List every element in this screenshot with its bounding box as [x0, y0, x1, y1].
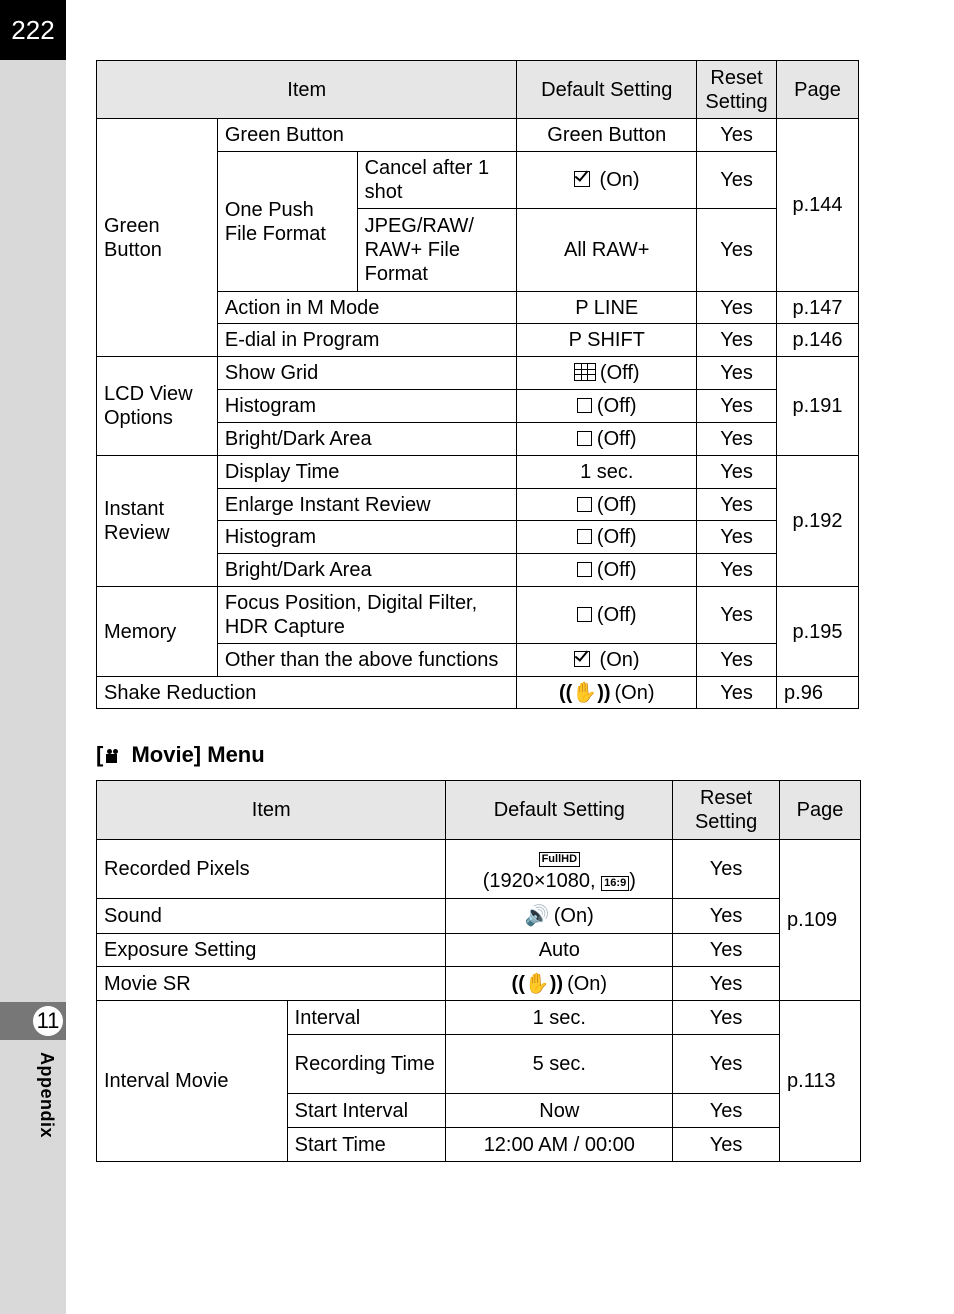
table-row: Show Grid	[217, 357, 517, 390]
header-default: Default Setting	[446, 781, 673, 840]
chapter-number: 11	[33, 1006, 63, 1036]
reset-value: Yes	[697, 292, 777, 324]
checkbox-empty-icon	[577, 562, 592, 577]
reset-value: Yes	[697, 357, 777, 390]
table-row: Focus Position, Digital Filter, HDR Capture	[217, 587, 517, 644]
table-row: Exposure Setting	[97, 934, 446, 967]
default-value: FullHD (1920×1080, 16:9 )	[446, 840, 673, 899]
header-reset: Reset Setting	[697, 61, 777, 119]
default-value: (Off)	[517, 521, 697, 554]
reset-value: Yes	[697, 209, 777, 292]
page-ref: p.147	[777, 292, 859, 324]
page-ref: p.146	[777, 324, 859, 357]
chapter-label: Appendix	[37, 1052, 57, 1139]
group-green-button: Green Button	[97, 119, 218, 357]
table-row: Recorded Pixels	[97, 840, 446, 899]
reset-value: Yes	[697, 677, 777, 709]
reset-value: Yes	[673, 899, 780, 934]
group-memory: Memory	[97, 587, 218, 677]
reset-value: Yes	[697, 324, 777, 357]
checkbox-empty-icon	[577, 398, 592, 413]
checkbox-empty-icon	[577, 431, 592, 446]
table-row: Bright/Dark Area	[217, 423, 517, 456]
checkbox-empty-icon	[577, 607, 592, 622]
reset-value: Yes	[697, 644, 777, 677]
table-row: Histogram	[217, 521, 517, 554]
table-row: Cancel after 1 shot	[357, 152, 517, 209]
group-lcd-view: LCD View Options	[97, 357, 218, 456]
reset-value: Yes	[697, 521, 777, 554]
reset-value: Yes	[697, 119, 777, 152]
default-value: ((✋)) (On)	[517, 677, 697, 709]
default-value: (Off)	[517, 390, 697, 423]
table-row: Interval	[287, 1001, 446, 1035]
table-row: E-dial in Program	[217, 324, 517, 357]
reset-value: Yes	[697, 423, 777, 456]
reset-value: Yes	[697, 489, 777, 521]
default-value: (Off)	[517, 357, 697, 390]
page-ref: p.191	[777, 357, 859, 456]
group-instant-review: Instant Review	[97, 456, 218, 587]
default-value: (Off)	[517, 423, 697, 456]
settings-table	[96, 60, 859, 709]
table-row: JPEG/RAW/ RAW+ File Format	[357, 209, 517, 292]
checkbox-empty-icon	[577, 529, 592, 544]
reset-value: Yes	[673, 934, 780, 967]
default-value: P LINE	[517, 292, 697, 324]
checkbox-empty-icon	[577, 497, 592, 512]
header-page: Page	[777, 61, 859, 119]
table-row: Recording Time	[287, 1035, 446, 1094]
table-row: Start Time	[287, 1128, 446, 1162]
reset-value: Yes	[673, 1035, 780, 1094]
default-value: (Off)	[517, 489, 697, 521]
reset-value: Yes	[673, 967, 780, 1001]
table-row: Enlarge Instant Review	[217, 489, 517, 521]
default-value: P SHIFT	[517, 324, 697, 357]
reset-value: Yes	[697, 456, 777, 489]
table-row: Action in M Mode	[217, 292, 517, 324]
default-value: ((✋)) (On)	[446, 967, 673, 1001]
table-row: Movie SR	[97, 967, 446, 1001]
shake-reduction-icon: ((✋))	[511, 972, 564, 995]
speaker-icon: 🔊	[524, 905, 550, 927]
header-page: Page	[780, 781, 861, 840]
header-default: Default Setting	[517, 61, 697, 119]
default-value: (Off)	[517, 587, 697, 644]
table-row: Other than the above functions	[217, 644, 517, 677]
group-interval-movie: Interval Movie	[97, 1001, 288, 1162]
page-ref: p.195	[777, 587, 859, 677]
full-hd-icon: FullHD	[539, 852, 580, 867]
header-reset: Reset Setting	[673, 781, 780, 840]
default-value: 1 sec.	[517, 456, 697, 489]
reset-value: Yes	[673, 1128, 780, 1162]
header-item: Item	[97, 781, 446, 840]
default-value: Green Button	[517, 119, 697, 152]
page-ref: p.109	[780, 840, 861, 1001]
page-number: 222	[0, 0, 66, 60]
reset-value: Yes	[697, 587, 777, 644]
page-ref: p.192	[777, 456, 859, 587]
checkbox-checked-icon	[574, 651, 590, 667]
table-row: Green Button	[217, 119, 517, 152]
table-row: Display Time	[217, 456, 517, 489]
movie-camera-icon	[106, 749, 122, 763]
default-value: Auto	[446, 934, 673, 967]
table-row: One Push File Format	[217, 152, 357, 292]
table-row: Shake Reduction	[97, 677, 517, 709]
default-value: (On)	[517, 152, 697, 209]
table-row: Start Interval	[287, 1094, 446, 1128]
page-ref: p.113	[780, 1001, 861, 1162]
default-value: Now	[446, 1094, 673, 1128]
default-value: All RAW+	[517, 209, 697, 292]
reset-value: Yes	[697, 554, 777, 587]
default-value: (Off)	[517, 554, 697, 587]
default-value: 🔊 (On)	[446, 899, 673, 934]
page-ref: p.144	[777, 119, 859, 292]
movie-menu-heading: [ Movie] Menu	[96, 742, 265, 767]
page-ref: p.96	[777, 677, 859, 709]
reset-value: Yes	[697, 152, 777, 209]
default-value: 12:00 AM / 00:00	[446, 1128, 673, 1162]
shake-reduction-icon: ((✋))	[558, 681, 611, 704]
table-row: Sound	[97, 899, 446, 934]
grid-icon	[574, 363, 596, 381]
reset-value: Yes	[673, 1094, 780, 1128]
default-value: (On)	[517, 644, 697, 677]
default-value: 5 sec.	[446, 1035, 673, 1094]
aspect-16-9-icon: 16:9	[601, 876, 629, 891]
movie-table	[96, 780, 861, 1162]
table-row: Histogram	[217, 390, 517, 423]
table-row: Bright/Dark Area	[217, 554, 517, 587]
reset-value: Yes	[697, 390, 777, 423]
reset-value: Yes	[673, 840, 780, 899]
header-item: Item	[97, 61, 517, 119]
default-value: 1 sec.	[446, 1001, 673, 1035]
checkbox-checked-icon	[574, 171, 590, 187]
reset-value: Yes	[673, 1001, 780, 1035]
